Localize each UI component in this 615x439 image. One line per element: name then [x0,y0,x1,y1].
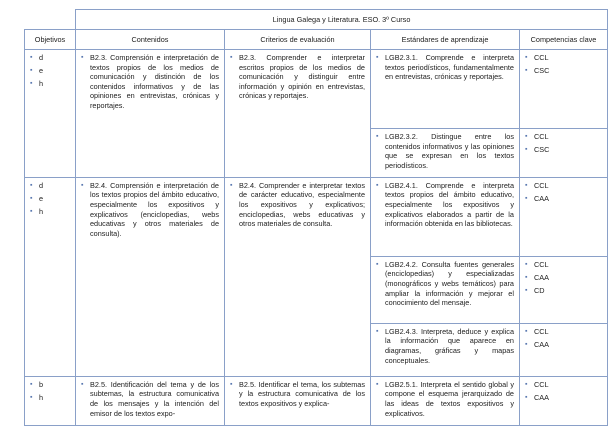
list-item: ▪ CD [525,286,602,296]
list-item: ▪ CCL [525,53,602,63]
estandar-cell [371,177,520,256]
list-item: ▪ h [30,207,70,217]
contenido-cell [76,177,225,376]
list-item: ▪ LGB2.4.3. Interpreta, deduce y explica la información que aparece en diagramas, gráficas y mapas conceptuales. [376,327,514,365]
list-item: ▪ CAA [525,393,602,403]
list-item: ▪ CAA [525,273,602,283]
header-criterios: Criterios de evaluación [225,30,371,50]
list-item: ▪ LGB2.5.1. Interpreta el sentido global y compone el esquema jerarquizado de las ideas de textos expositivos y explicativos. [376,380,514,418]
list-item: ▪ CCL [525,327,602,337]
list-item: ▪ CAA [525,194,602,204]
criterio-cell [225,376,371,425]
objetivos-cell [25,376,76,425]
table-row [25,177,608,256]
estandar-cell [371,50,520,129]
list-item: ▪ b [30,380,70,390]
list-item: ▪ d [30,181,70,191]
list-item: ▪ CSC [525,66,602,76]
estandar-cell [371,376,520,425]
list-item: ▪ B2.5. Identificar el tema, los subtemas y la estructura comunicativa de los textos expositivos y explica- [230,380,365,409]
estandar-cell [371,129,520,178]
list-item: ▪ d [30,53,70,63]
list-item: ▪ LGB2.3.1. Comprende e interpreta textos periodísticos, fundamentalmente en entrevistas, crónicas y reportajes. [376,53,514,82]
list-item: ▪ CCL [525,132,602,142]
competencias-cell [520,50,608,129]
curriculum-table [24,9,608,426]
criterio-cell [225,50,371,178]
title-row [25,10,608,30]
header-estandares: Estándares de aprendizaje [371,30,520,50]
competencias-cell [520,129,608,178]
list-item: ▪ B2.5. Identificación del tema y de los subtemas, la estructura comunicativa de los mensajes y la intención del emisor de los textos expo- [81,380,219,418]
list-item: ▪ CSC [525,145,602,155]
table-row [25,376,608,425]
list-item: ▪ CCL [525,181,602,191]
list-item: ▪ B2.3. Comprender e interpretar escritos propios de los medios de comunicación y distinguir entre información y opinión en entrevistas, crónicas y reportajes. [230,53,365,101]
competencias-cell [520,376,608,425]
header-objetivos: Objetivos [25,30,76,50]
list-item: ▪ CAA [525,340,602,350]
list-item: ▪ e [30,194,70,204]
header-row [25,30,608,50]
list-item: ▪ CCL [525,260,602,270]
list-item: ▪ e [30,66,70,76]
competencias-cell [520,256,608,323]
table-row [25,50,608,129]
competencias-cell [520,323,608,376]
contenido-cell [76,376,225,425]
list-item: ▪ B2.4. Comprensión e interpretación de los textos propios del ámbito educativo, especialmente los expositivos y explicativos (enciclopedias, webs educativas y otros materiales de consulta). [81,181,219,239]
list-item: ▪ LGB2.3.2. Distingue entre los contenidos informativos y las opiniones que se expresan en los textos periodísticos. [376,132,514,170]
contenido-cell [76,50,225,178]
competencias-cell [520,177,608,256]
header-contenidos: Contenidos [76,30,225,50]
list-item: ▪ LGB2.4.2. Consulta fuentes generales (enciclopedias) y especializadas (monográficos y webs temáticos) para ampliar la información y mejorar el conocimiento del mensaje. [376,260,514,308]
header-competencias: Competencias clave [520,30,608,50]
list-item: ▪ LGB2.4.1. Comprende e interpreta textos propios del ámbito educativo, especialmente los expositivos y explicativos elaborados a partir de la información obtenida en las bibliotecas. [376,181,514,229]
estandar-cell [371,323,520,376]
objetivos-cell [25,177,76,376]
objetivos-cell [25,50,76,178]
criterio-cell [225,177,371,376]
table-title: Lingua Galega y Literatura. ESO. 3º Curso [76,10,608,30]
list-item: ▪ h [30,79,70,89]
list-item: ▪ h [30,393,70,403]
list-item: ▪ B2.4. Comprender e interpretar textos de carácter educativo, especialmente los expositivos y explicativos; enciclopedias, webs educativas y otros materiales de consulta. [230,181,365,229]
estandar-cell [371,256,520,323]
list-item: ▪ CCL [525,380,602,390]
list-item: ▪ B2.3. Comprensión e interpretación de textos propios de los medios de comunicación y distinción de los contenidos informativos y de las opiniones en entrevistas, crónicas y reportajes. [81,53,219,111]
